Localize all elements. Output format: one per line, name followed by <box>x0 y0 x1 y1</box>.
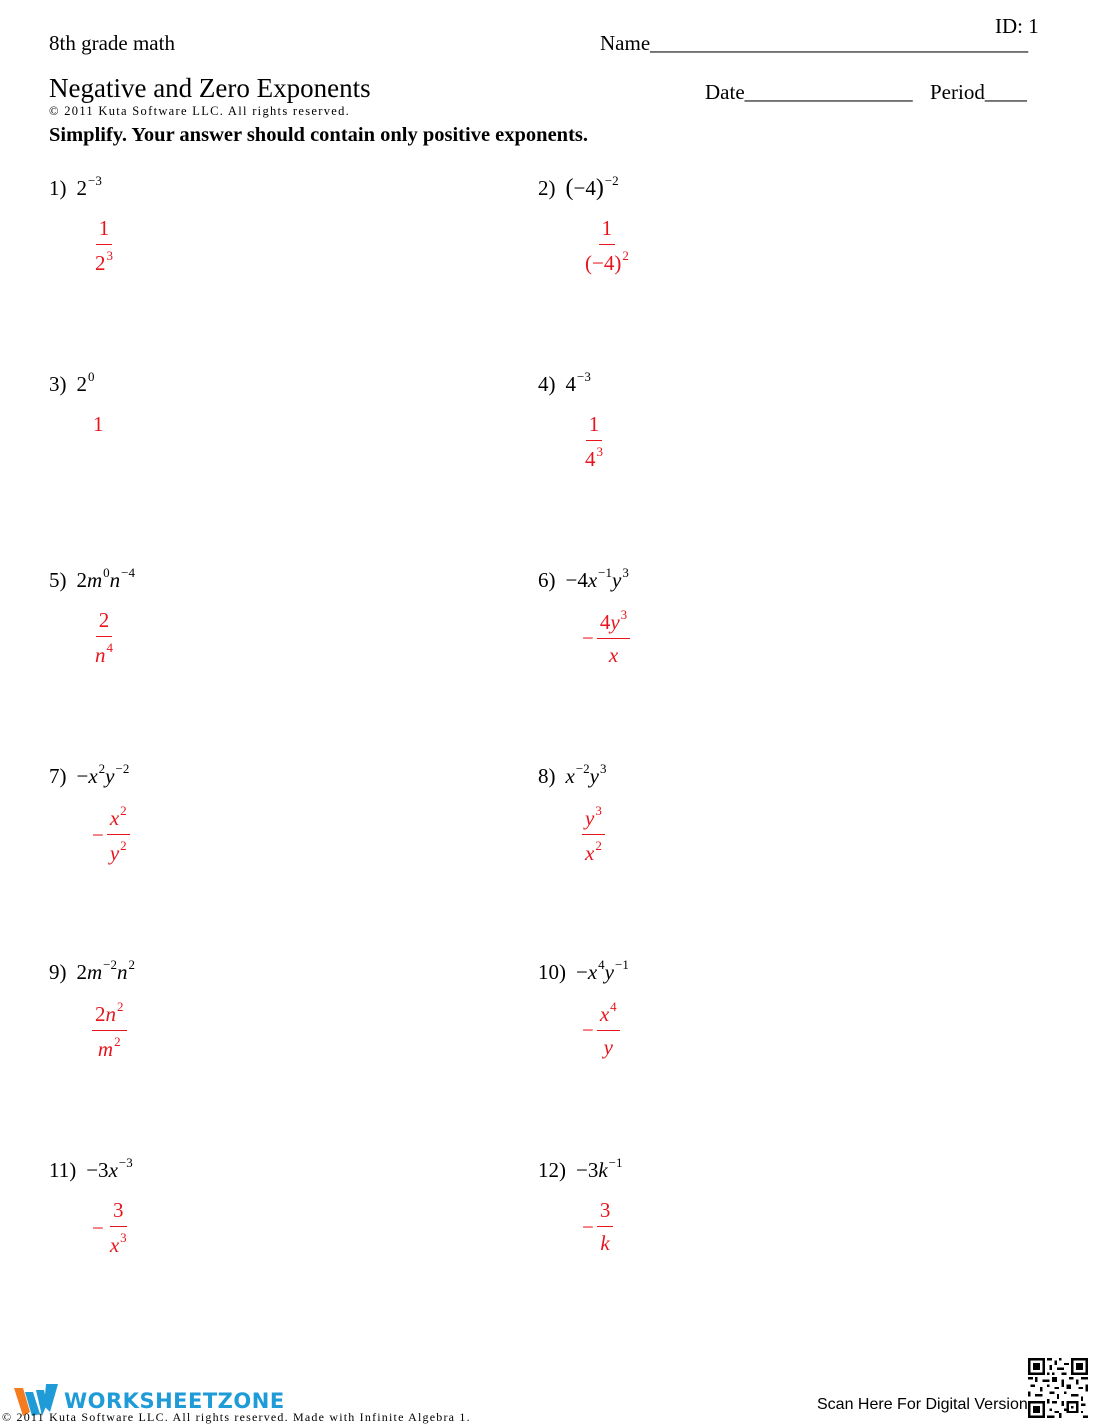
period-field[interactable]: Period____ <box>930 80 1027 104</box>
answer-10: − $\frac{x^4}{y}$ <box>582 1002 620 1058</box>
problem-2 <box>538 173 619 201</box>
answer-7: − $\frac{x^2}{y^2}$ <box>92 806 130 864</box>
problem-number: 1) <box>49 176 67 200</box>
answer-12: − $\frac{3}{k}$ <box>582 1200 613 1254</box>
problem-expression: $2^0$ <box>76 369 95 396</box>
problem-number: 4) <box>538 372 556 396</box>
problem-8 <box>538 761 607 788</box>
problem-expression: $4^{-3}$ <box>565 369 591 396</box>
problem-expression: $-x^4y^{-1}$ <box>576 957 629 984</box>
answer-4: $\frac{1}{4^3}$ <box>585 412 603 471</box>
problem-11 <box>49 1155 133 1182</box>
page-title: Negative and Zero Exponents <box>49 73 371 103</box>
worksheetzone-brand: WORKSHEETZONE <box>64 1389 285 1413</box>
instructions: Simplify. Your answer should contain only positive exponents. <box>49 124 588 146</box>
problem-7 <box>49 761 130 788</box>
problem-4 <box>538 369 591 396</box>
problem-number: 8) <box>538 764 556 788</box>
problem-expression: $-4x^{-1}y^3$ <box>565 565 629 592</box>
problem-expression: $2^{-3}$ <box>76 173 102 200</box>
problem-number: 2) <box>538 176 556 200</box>
problem-10 <box>538 957 629 984</box>
problem-number: 12) <box>538 1158 566 1182</box>
qr-code-icon[interactable] <box>1028 1358 1088 1418</box>
problem-number: 5) <box>49 568 67 592</box>
problem-number: 11) <box>49 1158 77 1182</box>
answer-8: $\frac{y^3}{x^2}$ <box>582 806 605 864</box>
problem-5 <box>49 565 136 592</box>
footer-copyright: © 2011 Kuta Software LLC. All rights reserved. Made with Infinite Algebra 1. <box>2 1410 471 1424</box>
problem-number: 10) <box>538 960 566 984</box>
problem-expression: $-3x^{-3}$ <box>86 1155 133 1182</box>
problem-12 <box>538 1155 623 1182</box>
problem-number: 3) <box>49 372 67 396</box>
worksheet-id: ID: 1 <box>995 14 1039 38</box>
course-label: 8th grade math <box>49 31 175 55</box>
problem-expression: $2m^0n^{-4}$ <box>76 565 136 592</box>
problem-number: 9) <box>49 960 67 984</box>
problem-3 <box>49 369 95 396</box>
problem-number: 6) <box>538 568 556 592</box>
problem-expression: $-3k^{-1}$ <box>576 1155 623 1182</box>
name-field[interactable]: Name____________________________________ <box>600 31 1029 55</box>
problem-expression: $2m^{-2}n^2$ <box>76 957 136 984</box>
header-copyright: © 2011 Kuta Software LLC. All rights reserved. <box>49 104 351 118</box>
answer-3: 1 <box>93 412 104 436</box>
answer-9: $\frac{2n^2}{m^2}$ <box>92 1002 127 1060</box>
problem-6 <box>538 565 629 592</box>
problem-9 <box>49 957 136 984</box>
problem-expression: $x^{-2}y^3$ <box>565 761 607 788</box>
problem-1 <box>49 173 102 200</box>
answer-2: $\frac{1}{(-4)^2}$ <box>585 216 629 275</box>
scan-label: Scan Here For Digital Version <box>817 1396 1028 1413</box>
problem-number: 7) <box>49 764 67 788</box>
problem-expression: $(-4)^{-2}$ <box>565 173 619 201</box>
answer-6: − $\frac{4y^3}{x}$ <box>582 610 630 666</box>
problem-expression: $-x^2y^{-2}$ <box>76 761 130 788</box>
answer-5: $\frac{2}{n^4}$ <box>95 608 113 667</box>
answer-1: $\frac{1}{2^3}$ <box>95 216 113 275</box>
answer-11: − $\frac{3}{x^3}$ <box>92 1198 127 1257</box>
date-field[interactable]: Date________________ <box>705 80 913 104</box>
